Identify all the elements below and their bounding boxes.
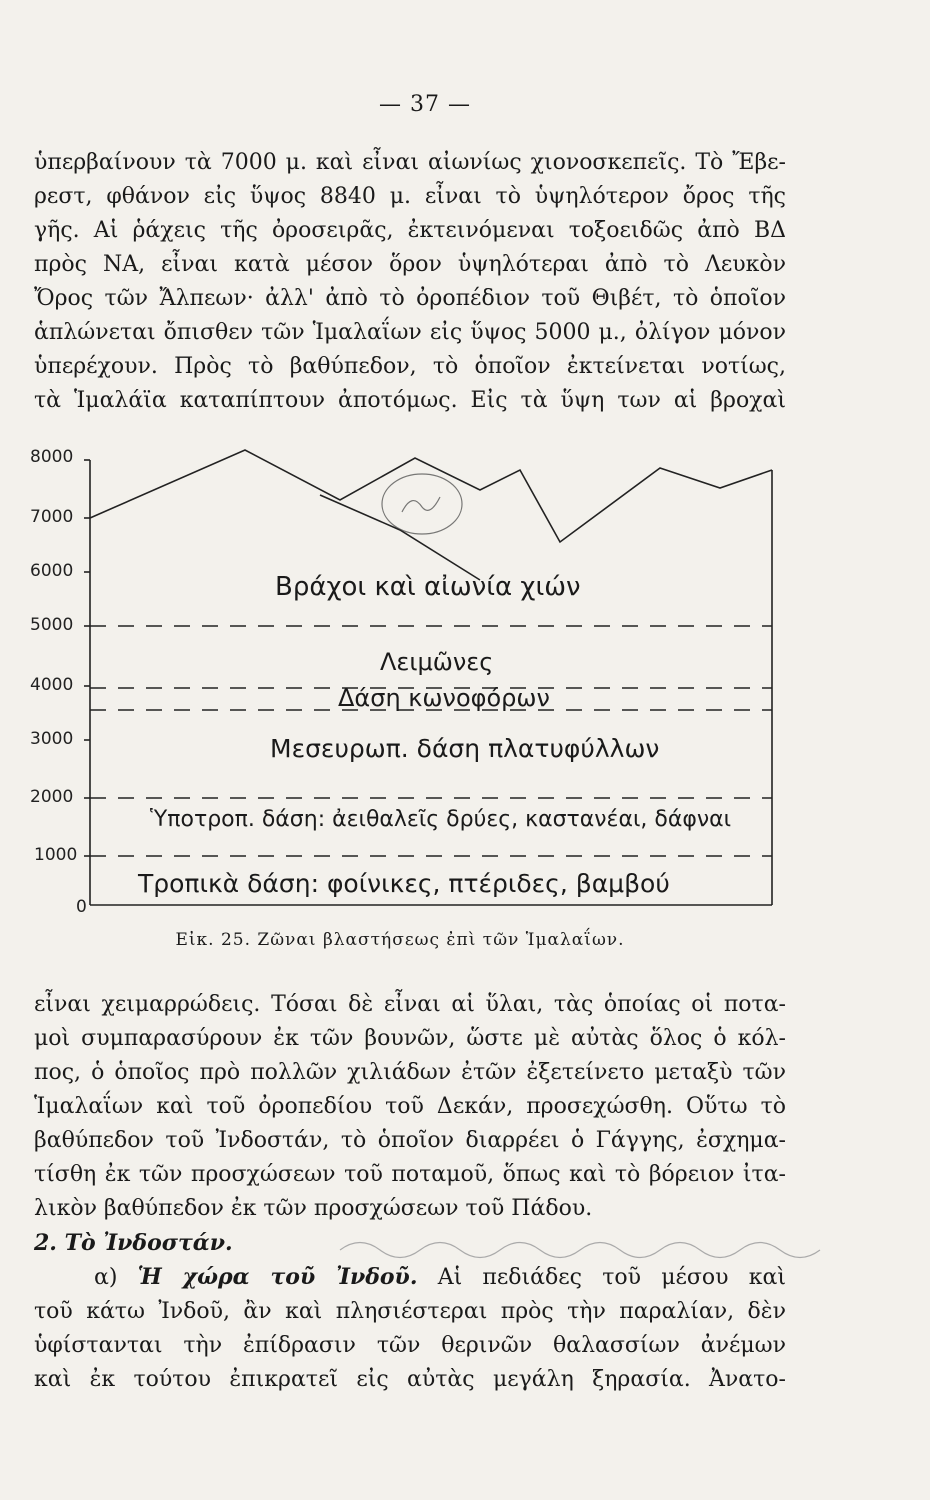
text-line: ρεστ, φθάνον εἰς ὕψος 8840 μ. εἶναι τὸ ὑψηλότερον ὄρος τῆς (34, 184, 786, 209)
bottom-paragraph (34, 988, 786, 1397)
text-line: τὰ Ἱμαλάϊα καταπίπτουν ἀποτόμως. Εἰς τὰ ὕψη των αἱ βροχαὶ (34, 388, 786, 413)
vegetation-zones-diagram (20, 430, 790, 920)
y-tick-label: 0 (76, 897, 87, 917)
y-tick-label: 2000 (30, 787, 74, 807)
zone-label: Μεσευρωπ. δάση πλατυφύλλων (270, 734, 660, 763)
pencil-scribble (330, 1225, 930, 1265)
text-line: Ὄρος τῶν Ἄλπεων· ἀλλ' ἀπὸ τὸ ὀροπέδιον τοῦ Θιβέτ, τὸ ὁποῖον (34, 286, 786, 311)
subsection-text: Αἱ πεδιάδες τοῦ μέσου καὶ (437, 1265, 786, 1290)
page-number: — 37 — (379, 92, 471, 117)
subsection-label: α) (94, 1265, 118, 1290)
text-line: εἶναι χειμαρρώδεις. Τόσαι δὲ εἶναι αἱ ὕλαι, τὰς ὁποίας οἱ ποτα- (34, 992, 786, 1017)
ridge-line (320, 495, 480, 580)
mountain-profile (90, 450, 772, 542)
y-tick-label: 7000 (30, 507, 74, 527)
text-line: τοῦ κάτω Ἰνδοῦ, ἂν καὶ πλησιέστεραι πρὸς τὴν παραλίαν, δὲν (34, 1299, 786, 1324)
text-line: λικὸν βαθύπεδον ἐκ τῶν προσχώσεων τοῦ Πάδου. (34, 1196, 593, 1221)
text-line: πος, ὁ ὁποῖος πρὸ πολλῶν χιλιάδων ἐτῶν ἐξετείνετο μεταξὺ τῶν (34, 1060, 786, 1085)
figure-caption: Εἰκ. 25. Ζῶναι βλαστήσεως ἐπὶ τῶν Ἱμαλαΐων. (175, 930, 625, 950)
zone-label: Τροπικὰ δάση: φοίνικες, πτέριδες, βαμβού (138, 869, 670, 898)
text-line: ἁπλώνεται ὄπισθεν τῶν Ἱμαλαΐων εἰς ὕψος 5000 μ., ὀλίγον μόνον (34, 320, 786, 345)
top-paragraph (34, 146, 786, 418)
text-line: βαθύπεδον τοῦ Ἰνδοστάν, τὸ ὁποῖον διαρρέει ὁ Γάγγης, ἐσχημα- (34, 1128, 786, 1153)
text-line: Ἱμαλαΐων καὶ τοῦ ὀροπεδίου τοῦ Δεκάν, προσεχώσθη. Οὕτω τὸ (34, 1094, 786, 1119)
y-tick-label: 4000 (30, 675, 74, 695)
y-tick-label: 3000 (30, 729, 74, 749)
text-line: πρὸς ΝΑ, εἶναι κατὰ μέσον ὅρον ὑψηλότεραι ἀπὸ τὸ Λευκὸν (34, 252, 786, 277)
text-line: ὑπερβαίνουν τὰ 7000 μ. καὶ εἶναι αἰωνίως χιονοσκεπεῖς. Τὸ Ἔβε- (34, 150, 786, 175)
section-heading: 2. Τὸ Ἰνδοστάν. (34, 1230, 233, 1256)
text-line: ὑφίστανται τὴν ἐπίδρασιν τῶν θερινῶν θαλασσίων ἀνέμων (34, 1333, 786, 1358)
y-tick-label: 5000 (30, 615, 74, 635)
text-line: γῆς. Αἱ ῥάχεις τῆς ὀροσειρᾶς, ἐκτεινόμεναι τοξοειδῶς ἀπὸ ΒΔ (34, 218, 786, 243)
library-stamp (382, 474, 462, 534)
zone-label: Ὑποτροπ. δάση: ἀειθαλεῖς δρύες, καστανέαι, δάφναι (150, 807, 732, 832)
text-line: καὶ ἐκ τούτου ἐπικρατεῖ εἰς αὐτὰς μεγάλη ξηρασία. Ἀνατο- (34, 1367, 786, 1392)
text-line: ὑπερέχουν. Πρὸς τὸ βαθύπεδον, τὸ ὁποῖον ἐκτείνεται νοτίως, (34, 354, 786, 379)
zone-label: Λειμῶνες (380, 648, 494, 676)
text-line: τίσθη ἐκ τῶν προσχώσεων τοῦ ποταμοῦ, ὅπως καὶ τὸ βόρειον ἰτα- (34, 1162, 786, 1187)
vegetation-zones-figure (20, 430, 790, 920)
y-tick-label: 8000 (30, 447, 74, 467)
subsection-title: Ἡ χώρα τοῦ Ἰνδοῦ. (137, 1264, 418, 1290)
subsection-first-line (34, 1260, 786, 1295)
y-tick-label: 1000 (34, 845, 78, 865)
zone-label: Δάση κωνοφόρων (338, 684, 550, 712)
zone-label: Βράχοι καὶ αἰωνία χιών (275, 572, 581, 602)
text-line: μοὶ συμπαρασύρουν ἐκ τῶν βουνῶν, ὥστε μὲ αὐτὰς ὅλος ὁ κόλ- (34, 1026, 786, 1051)
y-tick-label: 6000 (30, 561, 74, 581)
